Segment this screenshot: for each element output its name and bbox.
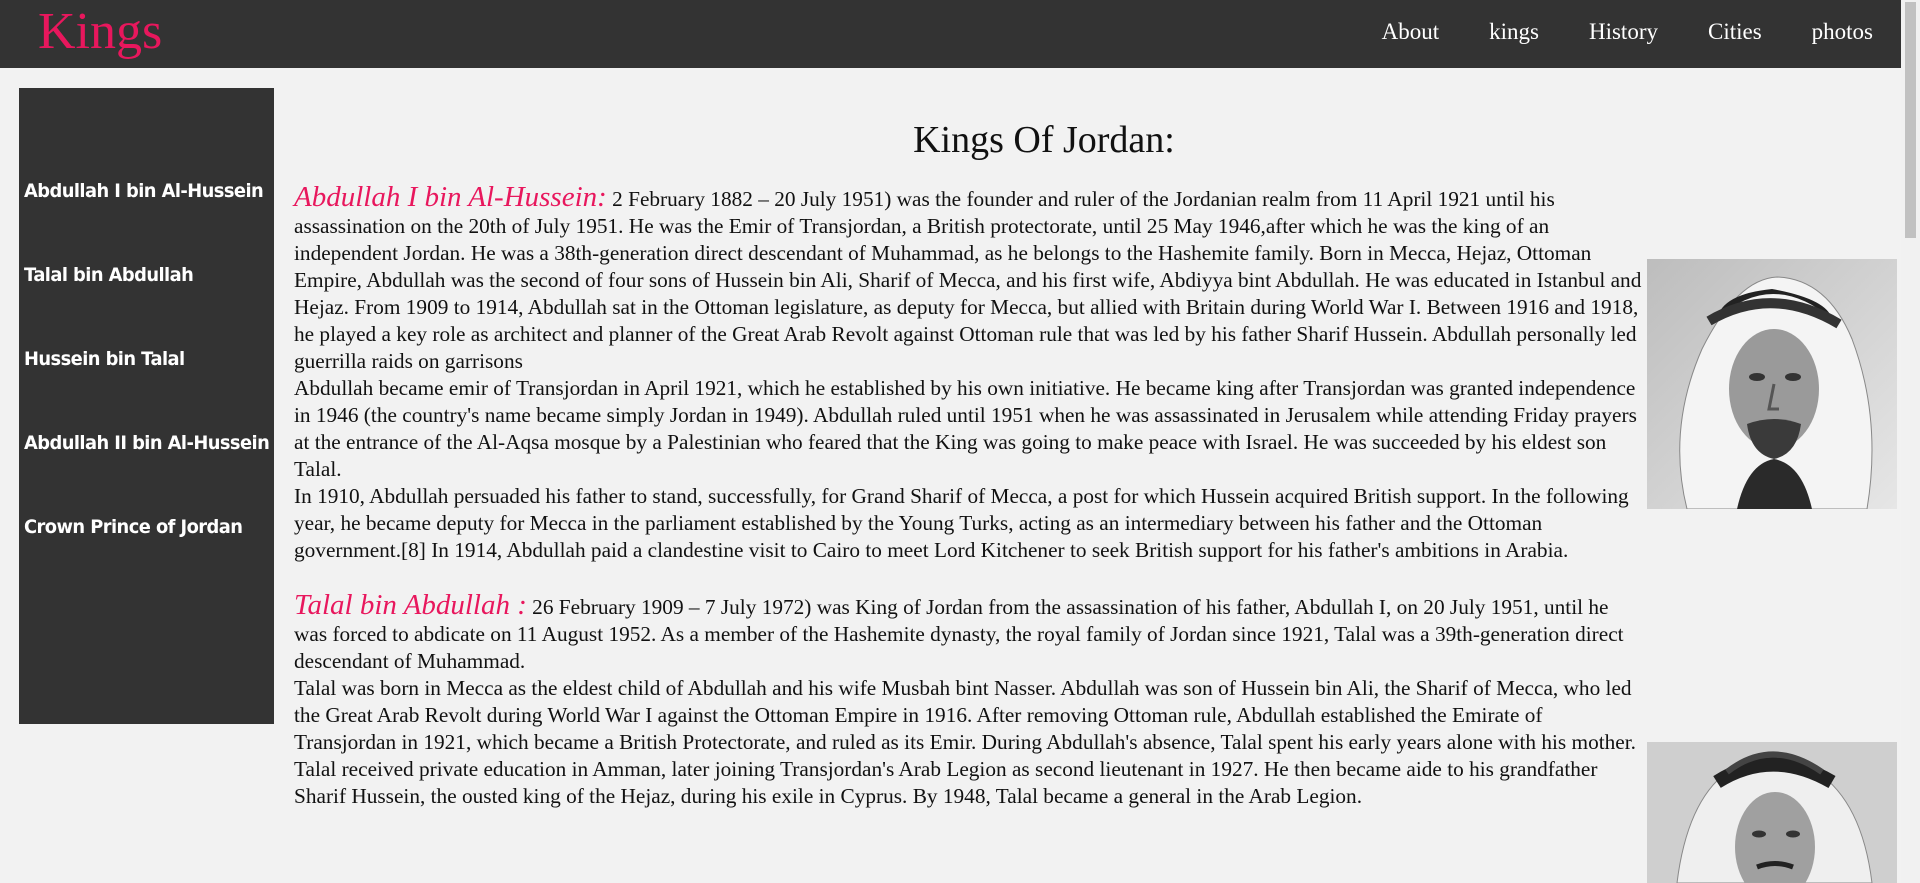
paragraph: In 1910, Abdullah persuaded his father to stand, successfully, for Grand Sharif of Mecca, a post for which Hussein acquired British support. In the following year, he became deputy for Mecca in the parliament established by the Young Turks, acting as an intermediary between his father and the Ottoman government.[8] In 1914, Abdullah paid a clandestine visit to Cairo to meet Lord Kitchener to seek British support for his father's ambitions in Arabia. bbox=[294, 484, 1629, 562]
scrollbar-thumb[interactable] bbox=[1905, 2, 1916, 238]
portrait-talal bbox=[1647, 742, 1897, 883]
nav-cities[interactable]: Cities bbox=[1707, 19, 1762, 44]
king-name-abdullah-i: Abdullah I bin Al-Hussein: bbox=[294, 181, 607, 213]
sidebar-item-abdullah-i[interactable]: Abdullah I bin Al-Hussein bbox=[24, 180, 264, 202]
section-abdullah-i bbox=[294, 181, 1644, 564]
section-talal bbox=[294, 589, 1644, 810]
top-navbar bbox=[0, 0, 1901, 68]
sidebar-item-hussein[interactable]: Hussein bin Talal bbox=[24, 348, 185, 370]
sidebar bbox=[19, 88, 274, 724]
main-nav bbox=[1332, 0, 1873, 64]
nav-kings[interactable]: kings bbox=[1489, 19, 1539, 44]
sidebar-item-talal[interactable]: Talal bin Abdullah bbox=[24, 264, 194, 286]
nav-photos[interactable]: photos bbox=[1811, 19, 1873, 44]
king-name-talal: Talal bin Abdullah : bbox=[294, 589, 527, 621]
portrait-abdullah-i bbox=[1647, 259, 1897, 509]
sidebar-item-abdullah-ii[interactable]: Abdullah II bin Al-Hussein bbox=[24, 432, 270, 454]
portrait-image bbox=[1647, 259, 1897, 509]
vertical-scrollbar[interactable] bbox=[1901, 0, 1920, 883]
paragraph: 26 February 1909 – 7 July 1972) was King of Jordan from the assassination of his father, Abdullah I, on 20 July 1951, until he was forced to abdicate on 11 August 1952. As a member of the Hashemite dynasty, the royal family of Jordan since 1921, Talal was a 39th-generation direct descendant of Muhammad. bbox=[294, 595, 1624, 673]
site-logo[interactable]: Kings bbox=[38, 3, 163, 60]
nav-history[interactable]: History bbox=[1588, 19, 1658, 44]
paragraph: Abdullah became emir of Transjordan in April 1921, which he established by his own initiative. He became king after Transjordan was granted independence in 1946 (the country's name became simply Jordan in 1949). Abdullah ruled until 1951 when he was assassinated in Jerusalem while attending Friday prayers at the entrance of the Al-Aqsa mosque by a Palestinian who feared that the King was going to make peace with Israel. He was succeeded by his eldest son Talal. bbox=[294, 376, 1637, 481]
nav-about[interactable]: About bbox=[1381, 19, 1440, 44]
sidebar-item-crown-prince[interactable]: Crown Prince of Jordan bbox=[24, 516, 243, 538]
page-title: Kings Of Jordan: bbox=[913, 119, 1175, 161]
main-content bbox=[294, 110, 1644, 810]
paragraph: 2 February 1882 – 20 July 1951) was the founder and ruler of the Jordanian realm from 11 April 1921 until his assassination on the 20th of July 1951. He was the Emir of Transjordan, a British protectorate, until 25 May 1946,after which he was the king of an independent Jordan. He was a 38th-generation direct descendant of Muhammad, as he belongs to the Hashemite family. Born in Mecca, Hejaz, Ottoman Empire, Abdullah was the second of four sons of Hussein bin Ali, Sharif of Mecca, and his first wife, Abdiyya bint Abdullah. He was educated in Istanbul and Hejaz. From 1909 to 1914, Abdullah sat in the Ottoman legislature, as deputy for Mecca, but allied with Britain during World War I. Between 1916 and 1918, he played a key role as architect and planner of the Great Arab Revolt against Ottoman rule that was led by his father Sharif Hussein. Abdullah personally led guerrilla raids on garrisons bbox=[294, 187, 1642, 373]
portrait-image bbox=[1647, 742, 1897, 883]
paragraph: Talal was born in Mecca as the eldest child of Abdullah and his wife Musbah bint Nasser. Abdullah was son of Hussein bin Ali, the Sharif of Mecca, who led the Great Arab Revolt during World War I against the Ottoman Empire in 1916. After removing Ottoman rule, Abdullah established the Emirate of Transjordan in 1921, which became a British Protectorate, and ruled as its Emir. During Abdullah's absence, Talal spent his early years alone with his mother. Talal received private education in Amman, later joining Transjordan's Arab Legion as second lieutenant in 1927. He then became aide to his grandfather Sharif Hussein, the ousted king of the Hejaz, during his exile in Cyprus. By 1948, Talal became a general in the Arab Legion. bbox=[294, 676, 1636, 808]
